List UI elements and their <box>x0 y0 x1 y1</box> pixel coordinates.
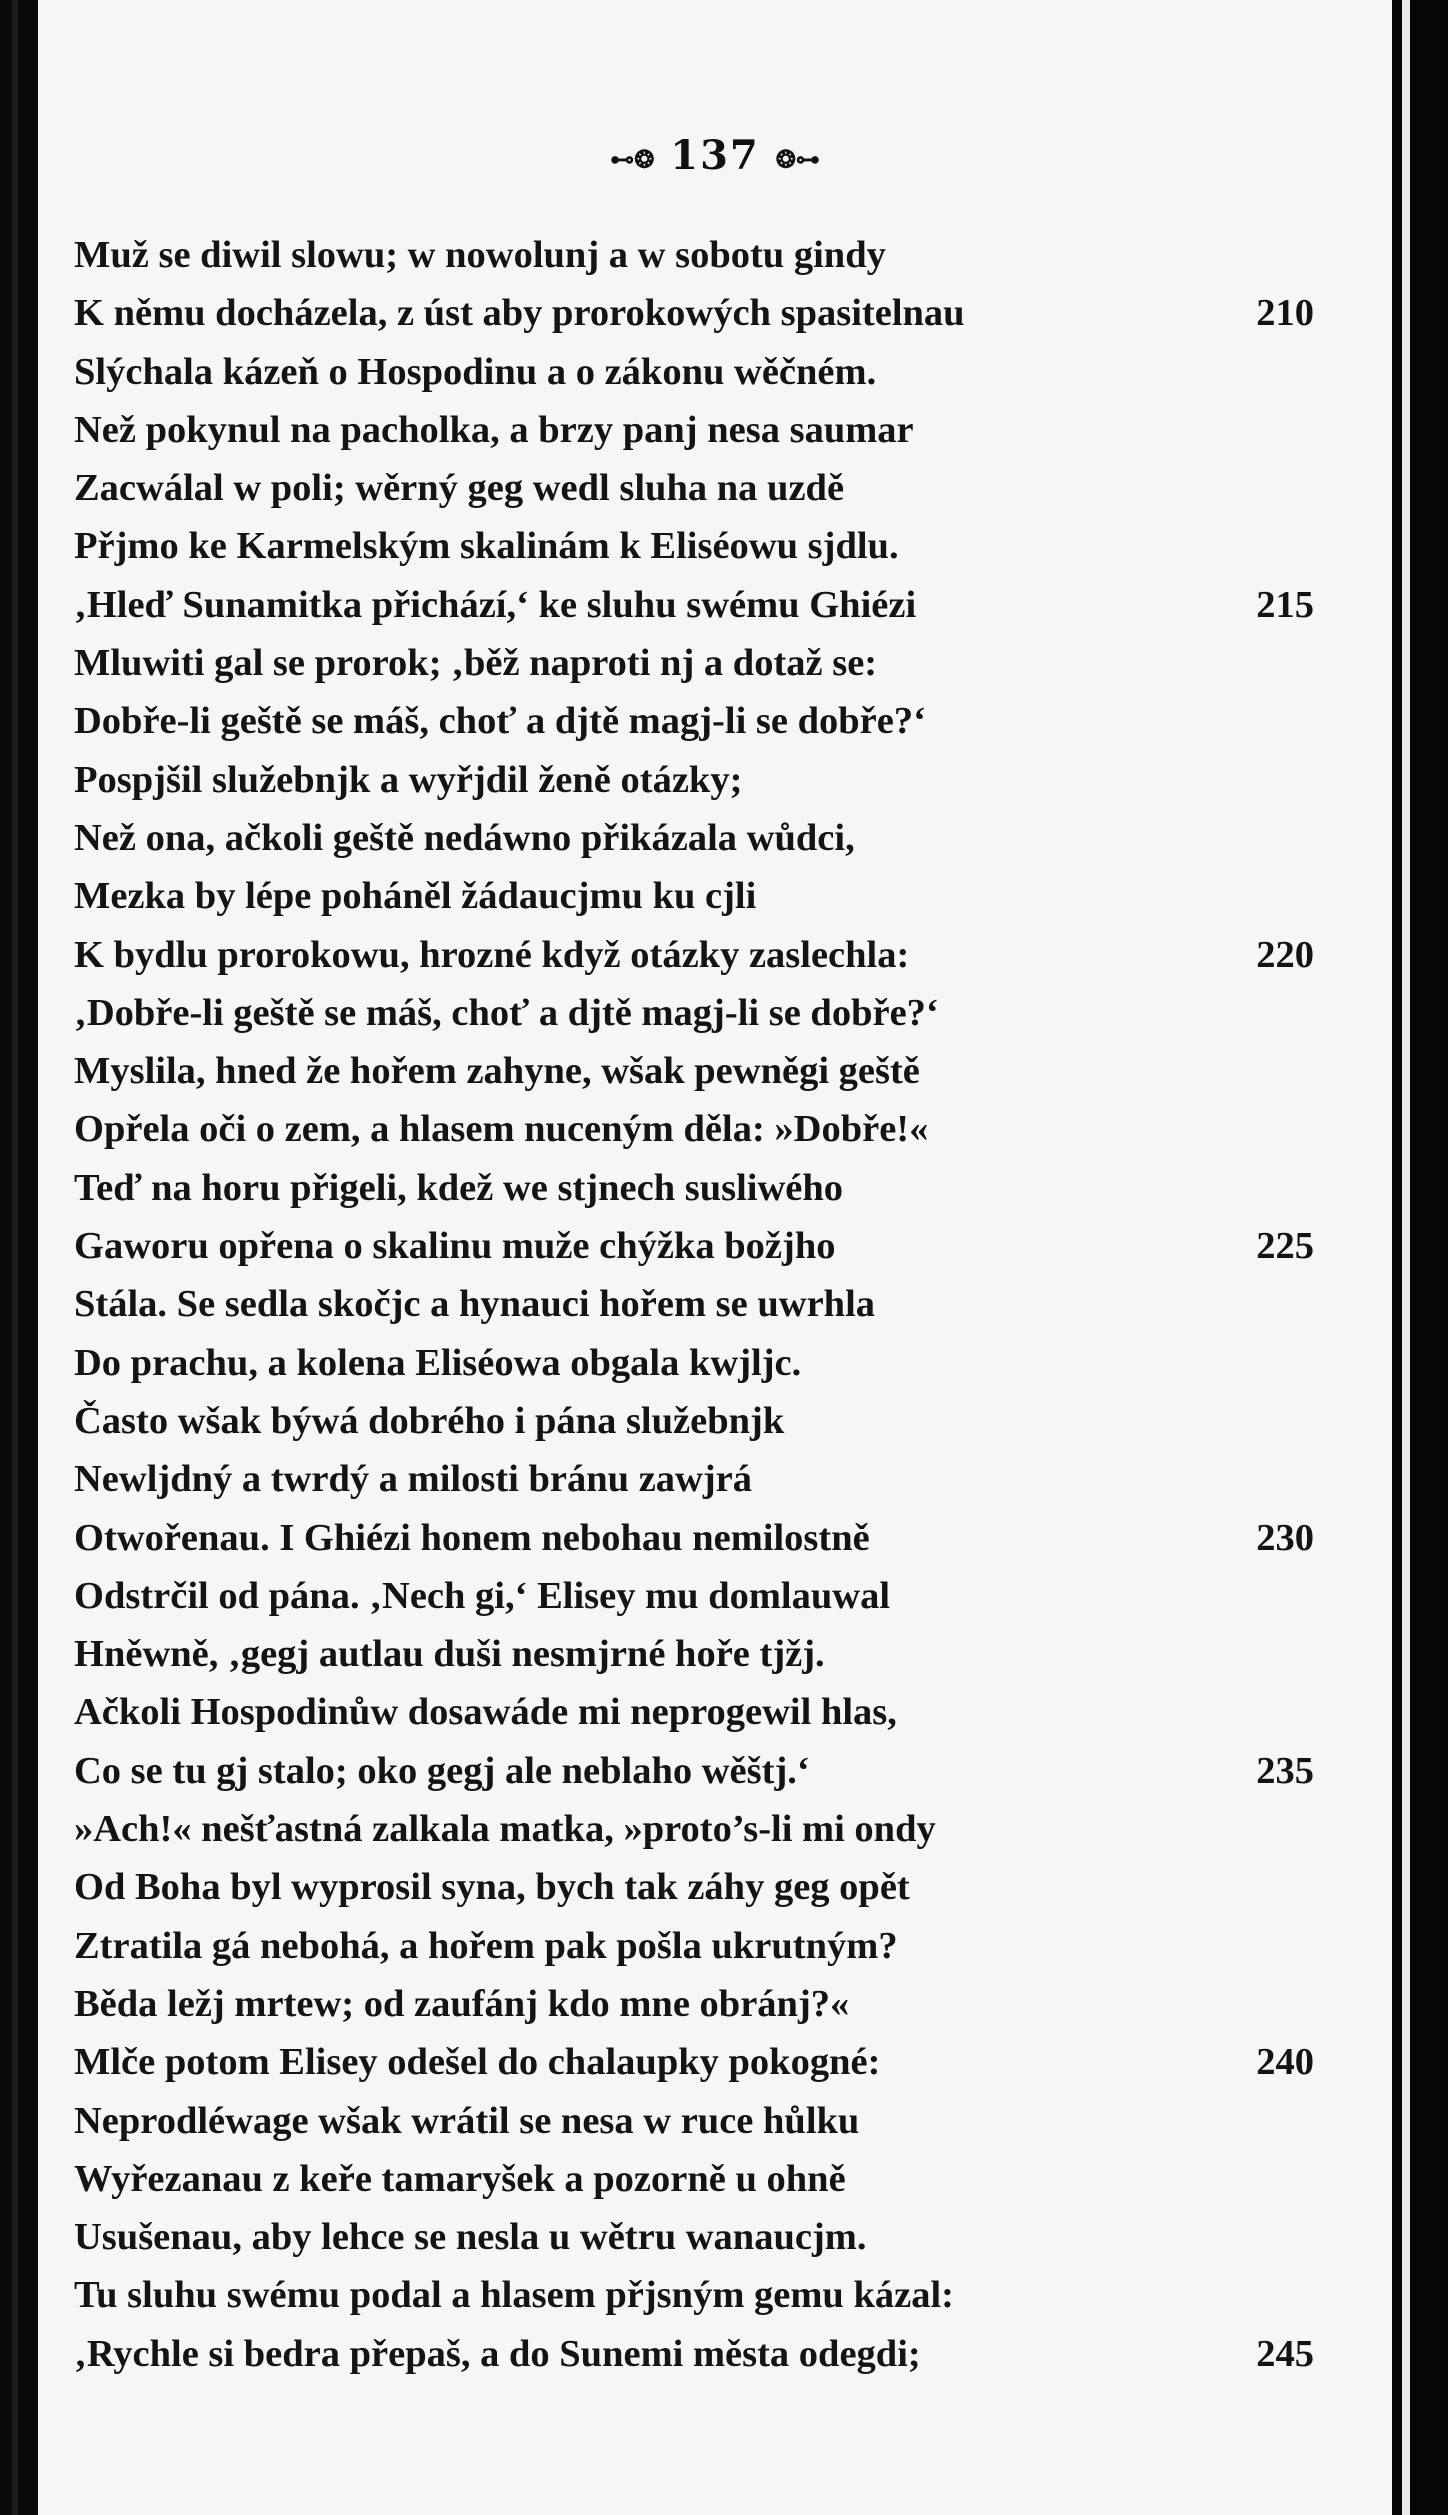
line-number: 230 <box>1256 1516 1314 1559</box>
verse-text: Přjmo ke Karmelským skalinám k Eliséowu sjdlu. <box>74 525 899 568</box>
verse-text: Odstrčil od pána. ‚Nech gi,‘ Elisey mu domlauwal <box>74 1574 891 1617</box>
verse-text: ‚Rychle si bedra přepaš, a do Sunemi města odegdi; <box>74 2332 921 2375</box>
verse-line <box>74 1509 1314 1567</box>
verse-text: ‚Dobře-li geště se máš, choť a djtě magj-li se dobře?‘ <box>74 991 939 1034</box>
page-header <box>38 132 1392 179</box>
verse-line <box>74 692 1314 750</box>
line-number: 210 <box>1256 292 1314 335</box>
page-number: 137 <box>670 132 760 179</box>
verse-line <box>74 2092 1314 2150</box>
verse-line <box>74 284 1314 342</box>
poem-text <box>74 226 1314 2383</box>
verse-text: Do prachu, a kolena Eliséowa obgala kwjljc. <box>74 1341 802 1384</box>
verse-line <box>74 1625 1314 1683</box>
verse-text: Často wšak býwá dobrého i pána služebnjk <box>74 1399 785 1442</box>
verse-line <box>74 926 1314 984</box>
verse-text: Teď na horu přigeli, kdež we stjnech susliwého <box>74 1166 844 1209</box>
verse-line <box>74 1800 1314 1858</box>
verse-text: K němu docházela, z úst aby prorokowých spasitelnau <box>74 292 965 335</box>
verse-line <box>74 226 1314 284</box>
verse-line <box>74 1392 1314 1450</box>
verse-line <box>74 1450 1314 1508</box>
verse-text: »Ach!« nešťastná zalkala matka, »proto’s-li mi ondy <box>74 1808 936 1851</box>
verse-text: Stála. Se sedla skočjc a hynauci hořem se uwrhla <box>74 1283 876 1326</box>
verse-line <box>74 1334 1314 1392</box>
verse-text: Hněwně, ‚gegj autlau duši nesmjrné hoře tjžj. <box>74 1633 825 1676</box>
scan-border-left <box>0 0 38 2515</box>
verse-text: Mluwiti gal se prorok; ‚běž naproti nj a dotaž se: <box>74 642 878 685</box>
scan-bleed-left <box>12 0 18 2515</box>
verse-line <box>74 867 1314 925</box>
verse-text: Usušenau, aby lehce se nesla u wětru wanaucjm. <box>74 2216 867 2259</box>
verse-line <box>74 1975 1314 2033</box>
verse-text: Běda ležj mrtew; od zaufánj kdo mne obránj?« <box>74 1982 850 2025</box>
verse-text: Co se tu gj stalo; oko gegj ale neblaho wěštj.‘ <box>74 1749 810 1792</box>
verse-line <box>74 809 1314 867</box>
verse-line <box>74 343 1314 401</box>
verse-line <box>74 1042 1314 1100</box>
verse-text: Od Boha byl wyprosil syna, bych tak záhy geg opět <box>74 1866 910 1909</box>
verse-text: Mezka by lépe poháněl žádaucjmu ku cjli <box>74 875 757 918</box>
verse-line <box>74 459 1314 517</box>
verse-text: Zacwálal w poli; wěrný geg wedl sluha na uzdě <box>74 467 845 510</box>
ornament-right-icon: ❂⊶ <box>775 144 820 174</box>
verse-text: Newljdný a twrdý a milosti bránu zawjrá <box>74 1458 752 1501</box>
verse-text: Muž se diwil slowu; w nowolunj a w sobotu gindy <box>74 234 886 276</box>
verse-line <box>74 2150 1314 2208</box>
verse-text: Opřela oči o zem, a hlasem nuceným děla: »Dobře!« <box>74 1108 929 1151</box>
verse-text: Než pokynul na pacholka, a brzy panj nesa saumar <box>74 408 914 451</box>
verse-line <box>74 1917 1314 1975</box>
verse-text: Dobře-li geště se máš, choť a djtě magj-li se dobře?‘ <box>74 700 926 743</box>
verse-text: K bydlu prorokowu, hrozné když otázky zaslechla: <box>74 933 910 976</box>
verse-text: Ačkoli Hospodinůw dosawáde mi neprogewil hlas, <box>74 1691 897 1734</box>
scan-bleed-right <box>1402 0 1410 2515</box>
verse-line <box>74 1683 1314 1741</box>
verse-text: Myslila, hned že hořem zahyne, wšak pewněgi geště <box>74 1050 920 1093</box>
verse-text: Wyřezanau z keře tamaryšek a pozorně u ohně <box>74 2157 846 2200</box>
line-number: 215 <box>1256 583 1314 626</box>
verse-text: Gaworu opřena o skalinu muže chýžka božjho <box>74 1225 836 1268</box>
verse-line <box>74 1217 1314 1275</box>
verse-text: Mlče potom Elisey odešel do chalaupky pokogné: <box>74 2041 881 2084</box>
line-number: 240 <box>1256 2041 1314 2084</box>
verse-text: Než ona, ačkoli geště nedáwno přikázala wůdci, <box>74 816 855 859</box>
verse-text: Otwořenau. I Ghiézi honem nebohau nemilostně <box>74 1516 870 1559</box>
verse-line <box>74 2266 1314 2324</box>
verse-text: Neprodléwage wšak wrátil se nesa w ruce hůlku <box>74 2099 860 2142</box>
verse-line <box>74 1100 1314 1158</box>
verse-line <box>74 1742 1314 1800</box>
verse-line <box>74 751 1314 809</box>
verse-line <box>74 517 1314 575</box>
verse-text: ‚Hleď Sunamitka přichází,‘ ke sluhu swému Ghiézi <box>74 583 917 626</box>
ornament-left-icon: ⊷❂ <box>610 144 655 174</box>
book-page <box>38 0 1392 2515</box>
verse-text: Pospjšil služebnjk a wyřjdil ženě otázky; <box>74 758 743 801</box>
line-number: 245 <box>1256 2332 1314 2375</box>
line-number: 220 <box>1256 933 1314 976</box>
verse-line <box>74 1275 1314 1333</box>
verse-line <box>74 634 1314 692</box>
verse-line <box>74 1567 1314 1625</box>
scan-border-right <box>1392 0 1448 2515</box>
verse-text: Slýchala kázeň o Hospodinu a o zákonu wěčném. <box>74 350 877 393</box>
verse-line <box>74 2325 1314 2383</box>
verse-text: Ztratila gá nebohá, a hořem pak pošla ukrutným? <box>74 1924 898 1967</box>
line-number: 225 <box>1256 1225 1314 1268</box>
verse-line <box>74 984 1314 1042</box>
verse-line <box>74 2208 1314 2266</box>
verse-line <box>74 1159 1314 1217</box>
line-number: 235 <box>1256 1749 1314 1792</box>
verse-line <box>74 2033 1314 2091</box>
verse-line <box>74 401 1314 459</box>
verse-line <box>74 576 1314 634</box>
verse-line <box>74 1858 1314 1916</box>
verse-text: Tu sluhu swému podal a hlasem přjsným gemu kázal: <box>74 2274 954 2317</box>
